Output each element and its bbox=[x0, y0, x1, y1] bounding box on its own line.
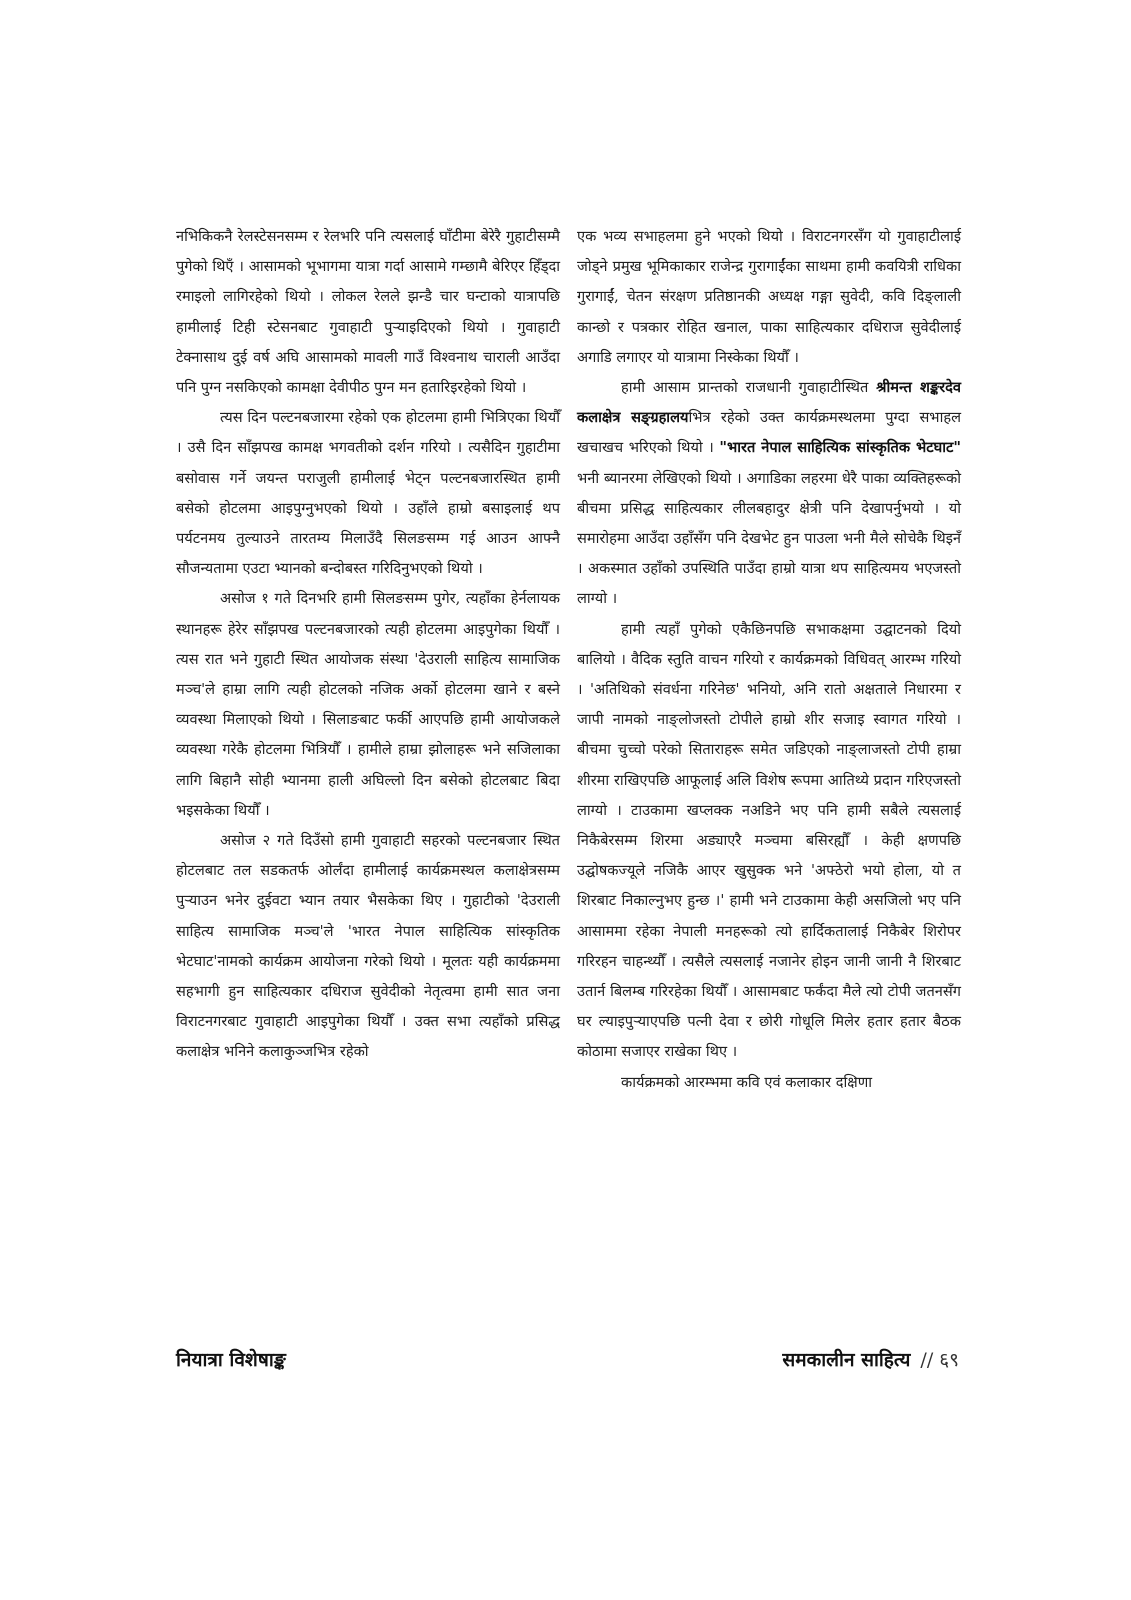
paragraph-text: हामी आसाम प्रान्तको राजधानी गुवाहाटीस्थित bbox=[621, 379, 869, 397]
paragraph-text: भनी ब्यानरमा लेखिएको थियो । अगाडिका लहरमा धेरै पाका व्यक्तिहरूको बीचमा प्रसिद्ध साहित्यकार लीलबहादुर क्षेत्री पनि देखापर्नुभयो । यो समारोहमा आउँदा उहाँसँग पनि देखभेट हुन पाउला भनी मैले सोचेकै थिइनँ । अकस्मात उहाँको उपस्थिति पाउँदा हाम्रो यात्रा थप साहित्यमय भएजस्तो लाग्यो । bbox=[577, 469, 961, 608]
bold-venue-name: श्रीमन्त शङ्करदेव कलाक्षेत्र सङ्ग्रहालय bbox=[577, 379, 962, 427]
right-text-column bbox=[577, 222, 961, 1098]
left-text-column bbox=[176, 222, 560, 1068]
paragraph: असोज १ गते दिनभरि हामी सिलङसम्म पुगेर, त्यहाँका हेर्नलायक स्थानहरू हेरेर साँझपख पल्टनबजारको त्यही होटलमा आइपुगेका थियौँ । त्यस रात भने गुहाटी स्थित आयोजक संस्था 'देउराली साहित्य सामाजिक मञ्च'ले हाम्रा लागि त्यही होटलको नजिक अर्को होटलमा खाने र बस्ने व्यवस्था मिलाएको थियो । सिलाङबाट फर्की आएपछि हामी आयोजकले व्यवस्था गरेकै होटलमा भित्रियौँ । हामीले हाम्रा झोलाहरू भने सजिलाका लागि बिहानै सोही भ्यानमा हाली अघिल्लो दिन बसेको होटलबाट बिदा भइसकेका थियौँ । bbox=[176, 590, 560, 819]
paragraph: असोज २ गते दिउँसो हामी गुवाहाटी सहरको पल्टनबजार स्थित होटलबाट तल सडकतर्फ ओर्लंदा हामीलाई कार्यक्रमस्थल कलाक्षेत्रसम्म पुऱ्याउन भनेर दुईवटा भ्यान तयार भैसकेका थिए । गुहाटीको 'देउराली साहित्य सामाजिक मञ्च'ले 'भारत नेपाल साहित्यिक सांस्कृतिक भेटघाट'नामको कार्यक्रम आयोजना गरेको थियो । मूलतः यही कार्यक्रममा सहभागी हुन साहित्यकार दधिराज सुवेदीको नेतृत्वमा हामी सात जना विराटनगरबाट गुवाहाटी आइपुगेका थियौँ । उक्त सभा त्यहाँको प्रसिद्ध कलाक्षेत्र भनिने कलाकुञ्जभित्र रहेको bbox=[176, 832, 560, 1061]
footer-publication bbox=[782, 1346, 959, 1372]
footer-issue-title: नियात्रा विशेषाङ्क bbox=[176, 1349, 286, 1371]
paragraph: त्यस दिन पल्टनबजारमा रहेको एक होटलमा हामी भित्रिएका थियौँ । उसै दिन साँझपख कामक्ष भगवतीको दर्शन गरियो । त्यसैदिन गुहाटीमा बसोवास गर्ने जयन्त पराजुली हामीलाई भेट्न पल्टनबजारस्थित हामी बसेको होटलमा आइपुग्नुभएको थियो । उहाँले हाम्रो बसाइलाई थप पर्यटनमय तुल्याउने तारतम्य मिलाउँदै सिलङसम्म गई आउन आफ्नै सौजन्यतामा एउटा भ्यानको बन्दोबस्त गरिदिनुभएको थियो । bbox=[176, 409, 560, 578]
paragraph: नभिकिकनै रेलस्टेसनसम्म र रेलभरि पनि त्यसलाई घाँटीमा बेरेरै गुहाटीसम्मै पुगेको थिएँ । आसामको भूभागमा यात्रा गर्दा आसामे गम्छामै बेरिएर हिँड्दा रमाइलो लागिरहेको थियो । लोकल रेलले झन्डै चार घन्टाको यात्रापछि हामीलाई टिही स्टेसनबाट गुवाहाटी पुऱ्याइदिएको थियो । गुवाहाटी टेक्नासाथ दुई वर्ष अघि आसामको मावली गाउँ विश्वनाथ चाराली आउँदा पनि पुग्न नसकिएको कामक्षा देवीपीठ पुग्न मन हतारिइरहेको थियो । bbox=[176, 228, 560, 397]
publication-title: समकालीन साहित्य bbox=[782, 1349, 911, 1371]
paragraph-text: भित्र रहेको उक्त कार्यक्रमस्थलमा पुग्दा सभाहल खचाखच भरिएको थियो । bbox=[577, 409, 961, 457]
bold-event-title: "भारत नेपाल साहित्यिक सांस्कृतिक भेटघाट" bbox=[719, 439, 961, 457]
paragraph: कार्यक्रमको आरम्भमा कवि एवं कलाकार दक्षिणा bbox=[621, 1073, 873, 1091]
paragraph: हामी त्यहाँ पुगेको एकैछिनपछि सभाकक्षमा उद्घाटनको दियो बालियो । वैदिक स्तुति वाचन गरियो र कार्यक्रमको विधिवत् आरम्भ गरियो । 'अतिथिको संवर्धना गरिनेछ' भनियो, अनि रातो अक्षताले निधारमा र जापी नामको नाङ्लोजस्तो टोपीले हाम्रो शीर सजाइ स्वागत गरियो । बीचमा चुच्चो परेको सिताराहरू समेत जडिएको नाङ्लाजस्तो टोपी हाम्रा शीरमा राखिएपछि आफूलाई अलि विशेष रूपमा आतिथ्ये प्रदान गरिएजस्तो लाग्यो । टाउकामा खप्लक्क नअडिने भए पनि हामी सबैले त्यसलाई निकैबेरसम्म शिरमा अड्याएरै मञ्चमा बसिरह्यौँ । केही क्षणपछि उद्घोषकज्यूले नजिकै आएर खुसुक्क भने 'अफ्ठेरो भयो होला, यो त शिरबाट निकाल्नुभए हुन्छ ।' हामी भने टाउकामा केही असजिलो भए पनि आसाममा रहेका नेपाली मनहरूको त्यो हार्दिकतालाई निकैबेर शिरोपर गरिरहन चाहन्थ्यौँ । त्यसैले त्यसलाई नजानेर होइन जानी जानी नै शिरबाट उतार्न बिलम्ब गरिरहेका थियौँ । आसामबाट फर्कंदा मैले त्यो टोपी जतनसँग घर ल्याइपुऱ्याएपछि पत्नी देवा र छोरी गोधूलि मिलेर हतार हतार बैठक कोठामा सजाएर राखेका थिए । bbox=[577, 620, 961, 1061]
page-number: ६९ bbox=[939, 1349, 959, 1371]
footer-separator: // bbox=[920, 1349, 934, 1371]
paragraph-with-emphasis bbox=[577, 373, 961, 615]
paragraph: एक भव्य सभाहलमा हुने भएको थियो । विराटनगरसँग यो गुवाहाटीलाई जोड्ने प्रमुख भूमिकाकार राजेन्द्र गुरागाईंका साथमा हामी कवयित्री राधिका गुरागाईं, चेतन संरक्षण प्रतिष्ठानकी अध्यक्ष गङ्गा सुवेदी, कवि दिङ्लाली कान्छो र पत्रकार रोहित खनाल, पाका साहित्यकार दधिराज सुवेदीलाई अगाडि लगाएर यो यात्रामा निस्केका थियौँ । bbox=[577, 228, 961, 366]
